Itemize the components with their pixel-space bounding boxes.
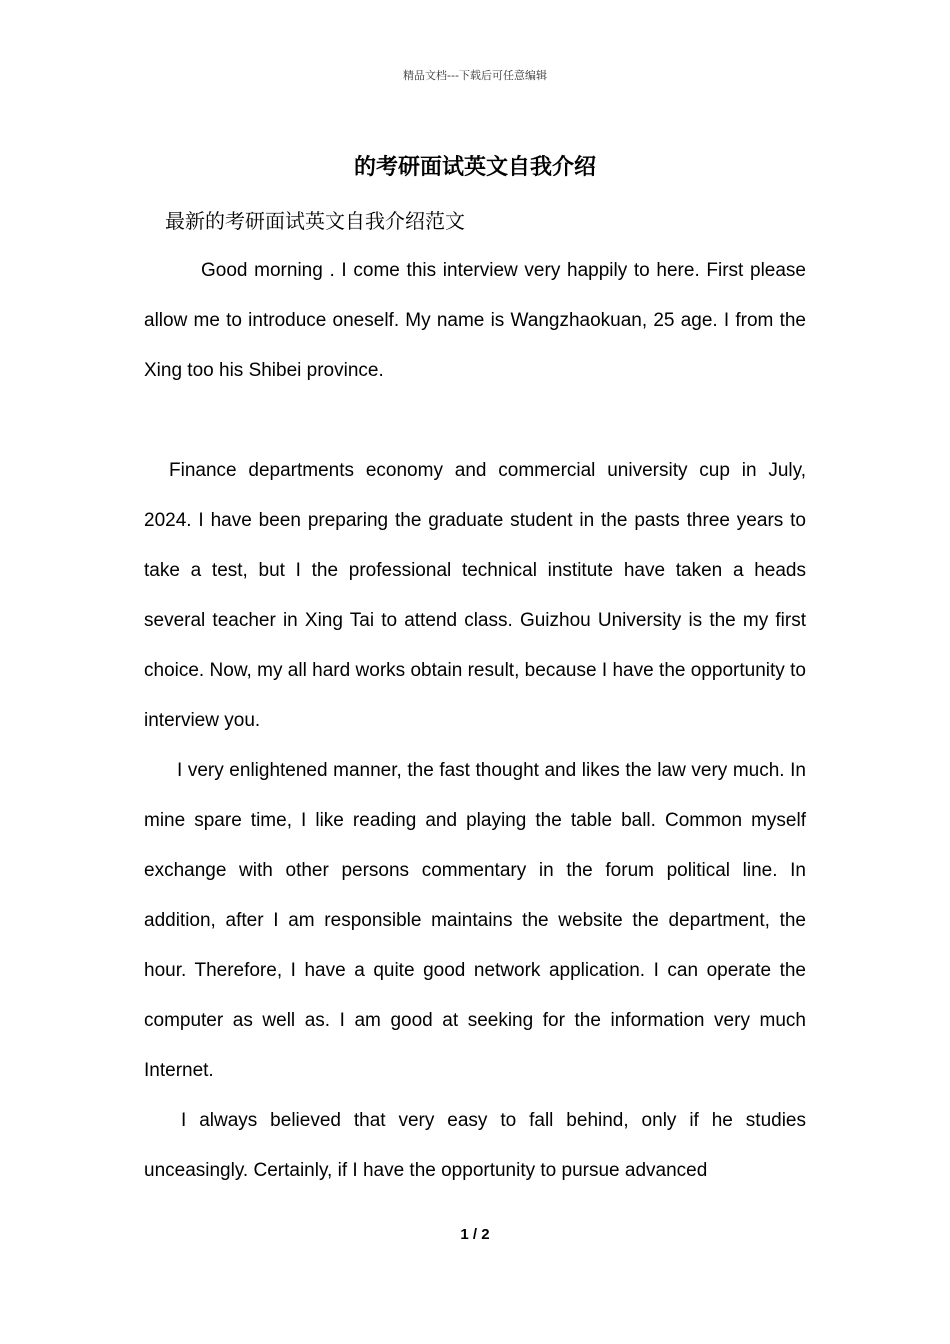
paragraph: Good morning . I come this interview very happily to here. First please allow me to introduce oneself. My name is Wangzhaokuan, 25 age. I from the Xing too his Shibei province.	[144, 260, 806, 381]
document-title: 的考研面试英文自我介绍	[353, 154, 596, 180]
paragraph: Finance departments economy and commercial university cup in July, 2024. I have been preparing the graduate student in the pasts three years to take a test, but I the professional technical institute have taken a heads several teacher in Xing Tai to attend class. Guizhou University is the my first choice. Now, my all hard works obtain result, because I have the opportunity to interview you.	[144, 460, 806, 731]
paragraph: I always believed that very easy to fall behind, only if he studies unceasingly. Certainly, if I have the opportunity to pursue advanced	[144, 1110, 806, 1181]
page-header-note: 精品文档---下载后可任意编辑	[403, 69, 547, 82]
document-body	[144, 246, 806, 1196]
document-subtitle: 最新的考研面试英文自我介绍范文	[165, 209, 465, 233]
paragraph: I very enlightened manner, the fast thought and likes the law very much. In mine spare time, I like reading and playing the table ball. Common myself exchange with other persons commentary in the forum political line. In addition, after I am responsible maintains the website the department, the hour. Therefore, I have a quite good network application. I can operate the computer as well as. I am good at seeking for the information very much Internet.	[144, 760, 806, 1081]
page-number: 1 / 2	[460, 1226, 490, 1243]
